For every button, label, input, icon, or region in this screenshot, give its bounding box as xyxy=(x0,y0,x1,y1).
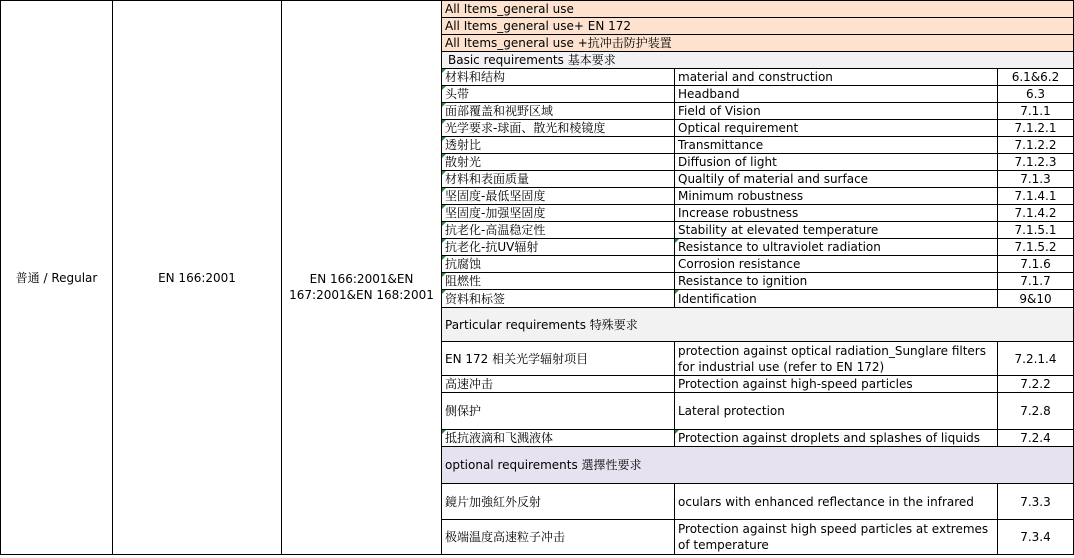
particular-row-cn[interactable] xyxy=(442,393,675,430)
particular-row-en[interactable] xyxy=(675,393,998,430)
header-general-use[interactable] xyxy=(442,0,1074,18)
basic-row-clause[interactable] xyxy=(998,273,1074,290)
category-text: 普通 / Regular xyxy=(15,270,98,285)
clause-number: 7.1.2.3 xyxy=(1014,155,1057,169)
clause-number: 7.1.4.1 xyxy=(1014,189,1057,203)
basic-row-cn[interactable] xyxy=(442,69,675,86)
header-general-use-en172[interactable] xyxy=(442,18,1074,35)
requirement-en: Lateral protection xyxy=(678,404,785,418)
standard-text: EN 166:2001 xyxy=(158,270,236,285)
clause-number: 7.2.2 xyxy=(1020,377,1051,391)
header-general-use-en172-text: All Items_general use+ EN 172 xyxy=(445,19,632,33)
clause-number: 7.1.2.2 xyxy=(1014,138,1057,152)
clause-number: 7.1.5.1 xyxy=(1014,223,1057,237)
clause-number: 7.3.3 xyxy=(1020,494,1051,509)
requirement-en: protection against optical radiation_Sunglare filters for industrial use (refer to EN 172) xyxy=(678,343,986,374)
requirement-cn: 极端温度高速粒子冲击 xyxy=(445,530,566,544)
basic-row-en[interactable] xyxy=(675,137,998,154)
basic-row-cn[interactable] xyxy=(442,137,675,154)
particular-row-clause[interactable] xyxy=(998,393,1074,430)
section-basic[interactable] xyxy=(442,52,1074,69)
requirement-cn: 材料和结构 xyxy=(445,70,506,84)
extended-standard-text: EN 166:2001&EN 167:2001&EN 168:2001 xyxy=(289,271,434,302)
section-optional-text: optional requirements 選擇性要求 xyxy=(445,458,642,472)
particular-row-en[interactable] xyxy=(675,430,998,447)
particular-row-clause[interactable] xyxy=(998,342,1074,376)
particular-row-clause[interactable] xyxy=(998,430,1074,447)
basic-row-cn[interactable] xyxy=(442,239,675,256)
requirement-en: Minimum robustness xyxy=(678,189,804,203)
basic-row-cn[interactable] xyxy=(442,86,675,103)
requirement-en: Optical requirement xyxy=(678,121,799,135)
particular-row-en[interactable] xyxy=(675,342,998,376)
requirement-en: material and construction xyxy=(678,70,833,84)
basic-row-en[interactable] xyxy=(675,154,998,171)
basic-row-en[interactable] xyxy=(675,222,998,239)
clause-number: 6.1&6.2 xyxy=(1011,70,1060,84)
requirement-cn: 抗腐蚀 xyxy=(445,257,482,271)
requirement-cn: 抗老化-抗UV辐射 xyxy=(445,240,539,254)
category-cell[interactable] xyxy=(0,0,113,555)
requirement-cn: 高速冲击 xyxy=(445,377,494,391)
requirement-cn: 光学要求-球面、散光和棱镜度 xyxy=(445,121,606,135)
requirement-cn: 散射光 xyxy=(445,155,482,169)
clause-number: 7.1.1 xyxy=(1020,104,1051,118)
header-general-use-impact-text: All Items_general use +抗冲击防护装置 xyxy=(445,36,672,50)
basic-row-cn[interactable] xyxy=(442,120,675,137)
particular-row-clause[interactable] xyxy=(998,376,1074,393)
requirement-cn: 材料和表面质量 xyxy=(445,172,530,186)
optional-row-clause[interactable] xyxy=(998,520,1074,555)
basic-row-en[interactable] xyxy=(675,256,998,273)
clause-number: 7.1.7 xyxy=(1020,274,1051,288)
optional-row-en[interactable] xyxy=(675,520,998,555)
requirement-en: Protection against high-speed particles xyxy=(678,377,913,391)
requirement-cn: 鏡片加強紅外反射 xyxy=(445,494,542,509)
basic-row-clause[interactable] xyxy=(998,188,1074,205)
requirement-en: Protection against droplets and splashes of liquids xyxy=(678,431,981,445)
requirement-en: Increase robustness xyxy=(678,206,799,220)
requirement-cn: 资料和标签 xyxy=(445,291,506,306)
requirement-en: oculars with enhanced reflectance in the infrared xyxy=(678,494,974,509)
requirement-cn: 坚固度-加强坚固度 xyxy=(445,206,546,220)
section-optional[interactable] xyxy=(442,447,1074,484)
requirement-en: Protection against high speed particles at extremes of temperature xyxy=(678,522,989,552)
requirement-en: Headband xyxy=(678,87,740,101)
basic-row-en[interactable] xyxy=(675,86,998,103)
basic-row-clause[interactable] xyxy=(998,120,1074,137)
requirement-en: Transmittance xyxy=(678,138,764,152)
requirement-en: Resistance to ignition xyxy=(678,274,808,288)
basic-row-cn[interactable] xyxy=(442,256,675,273)
requirement-cn: 抗老化-高温稳定性 xyxy=(445,223,546,237)
clause-number: 7.2.8 xyxy=(1020,404,1051,418)
basic-row-clause[interactable] xyxy=(998,86,1074,103)
particular-row-cn[interactable] xyxy=(442,376,675,393)
standard-cell[interactable] xyxy=(113,0,282,555)
basic-row-clause[interactable] xyxy=(998,171,1074,188)
optional-row-en[interactable] xyxy=(675,484,998,520)
basic-row-clause[interactable] xyxy=(998,256,1074,273)
clause-number: 6.3 xyxy=(1025,87,1046,101)
requirement-en: Corrosion resistance xyxy=(678,257,801,271)
section-particular-text: Particular requirements 特殊要求 xyxy=(445,317,638,332)
basic-row-cn[interactable] xyxy=(442,103,675,120)
basic-row-clause[interactable] xyxy=(998,103,1074,120)
basic-row-cn[interactable] xyxy=(442,290,675,308)
optional-row-clause[interactable] xyxy=(998,484,1074,520)
basic-row-clause[interactable] xyxy=(998,205,1074,222)
particular-row-cn[interactable] xyxy=(442,342,675,376)
clause-number: 7.3.4 xyxy=(1020,530,1051,544)
basic-row-en[interactable] xyxy=(675,239,998,256)
requirement-cn: 阻燃性 xyxy=(445,274,482,288)
requirement-en: Field of Vision xyxy=(678,104,761,118)
basic-row-cn[interactable] xyxy=(442,154,675,171)
basic-row-en[interactable] xyxy=(675,69,998,86)
clause-number: 7.1.2.1 xyxy=(1014,121,1057,135)
header-general-use-text: All Items_general use xyxy=(445,2,574,16)
section-basic-text: Basic requirements 基本要求 xyxy=(448,53,616,67)
basic-row-clause[interactable] xyxy=(998,290,1074,308)
particular-row-en[interactable] xyxy=(675,376,998,393)
requirement-cn: EN 172 相关光学辐射项目 xyxy=(445,351,589,366)
clause-number: 7.1.6 xyxy=(1020,257,1051,271)
clause-number: 7.2.4 xyxy=(1020,431,1051,445)
clause-number: 9&10 xyxy=(1019,291,1052,306)
requirement-cn: 面部覆盖和视野区域 xyxy=(445,104,554,118)
basic-row-en[interactable] xyxy=(675,290,998,308)
basic-row-en[interactable] xyxy=(675,103,998,120)
requirement-en: Resistance to ultraviolet radiation xyxy=(678,240,881,254)
requirement-en: Identification xyxy=(678,291,757,306)
basic-row-en[interactable] xyxy=(675,205,998,222)
basic-row-cn[interactable] xyxy=(442,171,675,188)
basic-row-en[interactable] xyxy=(675,120,998,137)
optional-row-cn[interactable] xyxy=(442,484,675,520)
header-general-use-impact[interactable] xyxy=(442,35,1074,52)
basic-row-clause[interactable] xyxy=(998,137,1074,154)
basic-row-cn[interactable] xyxy=(442,188,675,205)
requirement-en: Qualtily of material and surface xyxy=(678,172,869,186)
basic-row-clause[interactable] xyxy=(998,239,1074,256)
basic-row-cn[interactable] xyxy=(442,273,675,290)
basic-row-clause[interactable] xyxy=(998,69,1074,86)
extended-standard-cell[interactable] xyxy=(282,0,442,555)
section-particular[interactable] xyxy=(442,308,1074,342)
basic-row-en[interactable] xyxy=(675,273,998,290)
basic-row-cn[interactable] xyxy=(442,222,675,239)
basic-row-clause[interactable] xyxy=(998,222,1074,239)
requirement-en: Stability at elevated temperature xyxy=(678,223,879,237)
clause-number: 7.1.4.2 xyxy=(1014,206,1057,220)
clause-number: 7.1.5.2 xyxy=(1014,240,1057,254)
requirement-cn: 抵抗液滴和飞溅液体 xyxy=(445,431,554,445)
basic-row-clause[interactable] xyxy=(998,154,1074,171)
requirement-cn: 坚固度-最低坚固度 xyxy=(445,189,546,203)
basic-row-en[interactable] xyxy=(675,188,998,205)
basic-row-cn[interactable] xyxy=(442,205,675,222)
basic-row-en[interactable] xyxy=(675,171,998,188)
optional-row-cn[interactable] xyxy=(442,520,675,555)
clause-number: 7.2.1.4 xyxy=(1014,351,1057,366)
requirement-en: Diffusion of light xyxy=(678,155,777,169)
clause-number: 7.1.3 xyxy=(1020,172,1051,186)
requirement-cn: 侧保护 xyxy=(445,404,482,418)
requirement-cn: 头带 xyxy=(445,87,470,101)
requirement-cn: 透射比 xyxy=(445,138,482,152)
particular-row-cn[interactable] xyxy=(442,430,675,447)
